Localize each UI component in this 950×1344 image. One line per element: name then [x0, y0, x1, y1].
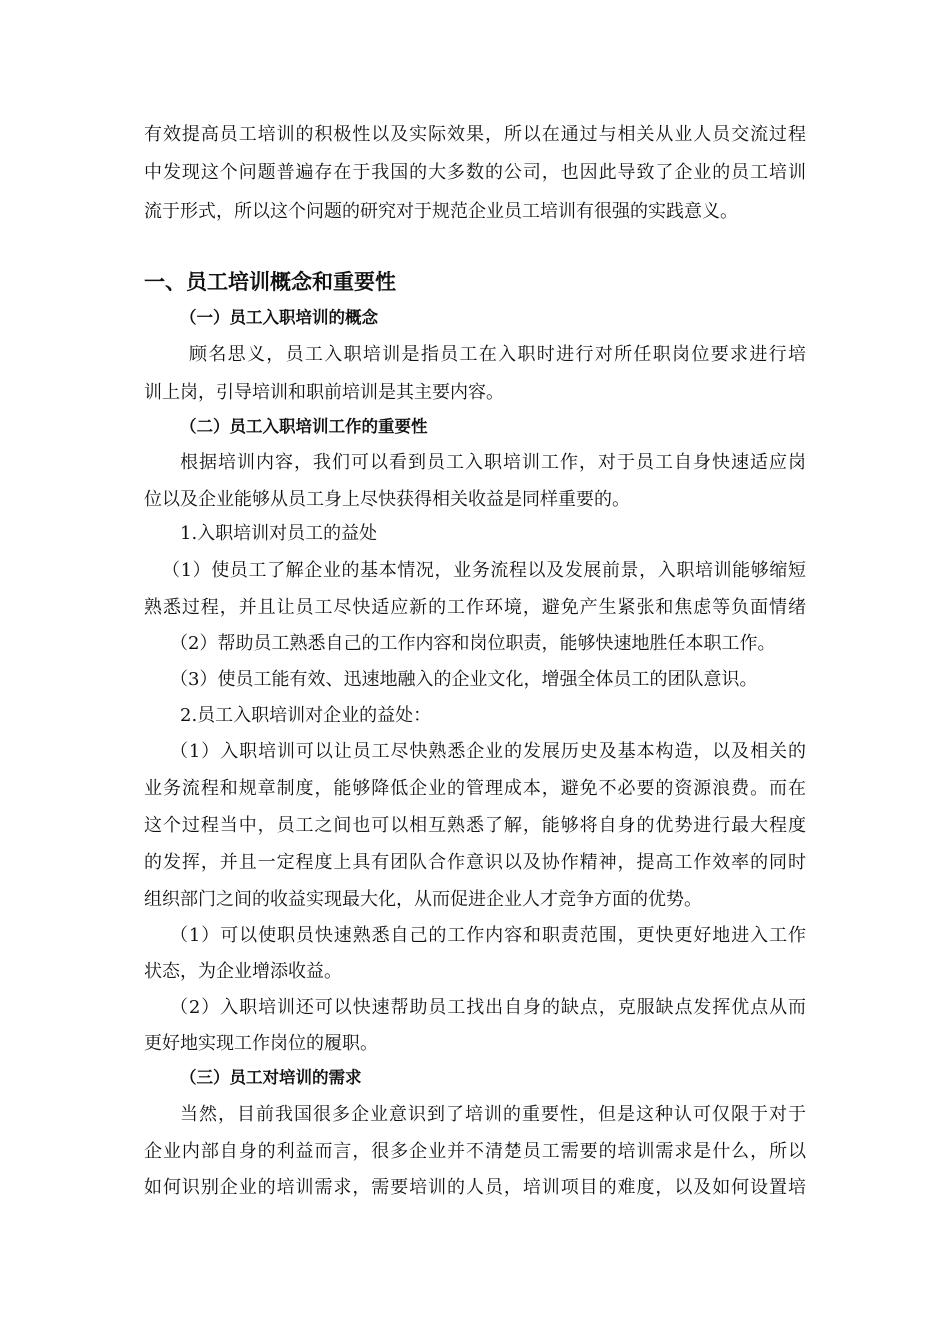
- list-heading: 2.员工入职培训对企业的益处：: [180, 705, 432, 726]
- list-item: 组织部门之间的收益实现最大化，从而促进企业人才竞争方面的优势。: [144, 889, 702, 910]
- paragraph-line: 训上岗，引导培训和职前培训是其主要内容。: [144, 382, 504, 403]
- paragraph-line: 企业内部自身的利益而言，很多企业并不清楚员工需要的培训需求是什么，所以: [144, 1141, 806, 1162]
- subsection-heading: （一）员工入职培训的概念: [180, 308, 378, 327]
- paragraph-line: 如何识别企业的培训需求，需要培训的人员，培训项目的难度，以及如何设置培: [144, 1177, 806, 1198]
- section-heading: 一、员工培训概念和重要性: [144, 270, 396, 294]
- list-item: （2）帮助员工熟悉自己的工作内容和岗位职责，能够快速地胜任本职工作。: [170, 633, 776, 654]
- paragraph-line: 顾名思义，员工入职培训是指员工在入职时进行对所任职岗位要求进行培: [189, 344, 806, 365]
- list-item: （2）入职培训还可以快速帮助员工找出自身的缺点，克服缺点发挥优点从而: [170, 997, 806, 1018]
- paragraph-line: 根据培训内容，我们可以看到员工入职培训工作，对于员工自身快速适应岗: [180, 452, 806, 473]
- list-item: （1）使员工了解企业的基本情况，业务流程以及发展前景，入职培训能够缩短: [162, 560, 806, 581]
- list-item: 熟悉过程，并且让员工尽快适应新的工作环境，避免产生紧张和焦虑等负面情绪: [144, 597, 806, 618]
- list-heading: 1.入职培训对员工的益处: [180, 523, 378, 544]
- paragraph-line: 位以及企业能够从员工身上尽快获得相关收益是同样重要的。: [144, 489, 630, 510]
- intro-line: 中发现这个问题普遍存在于我国的大多数的公司，也因此导致了企业的员工培训: [144, 162, 806, 183]
- intro-line: 流于形式，所以这个问题的研究对于规范企业员工培训有很强的实践意义。: [144, 201, 738, 222]
- list-item: 状态，为企业增添收益。: [144, 961, 342, 982]
- intro-line: 有效提高员工培训的积极性以及实际效果，所以在通过与相关从业人员交流过程: [144, 124, 806, 145]
- list-item: （1）可以使职员快速熟悉自己的工作内容和职责范围，更快更好地进入工作: [170, 925, 806, 946]
- list-item: 这个过程当中，员工之间也可以相互熟悉了解，能够将自身的优势进行最大程度: [144, 815, 806, 836]
- list-item: 业务流程和规章制度，能够降低企业的管理成本，避免不必要的资源浪费。而在: [144, 778, 806, 799]
- paragraph-line: 当然，目前我国很多企业意识到了培训的重要性，但是这种认可仅限于对于: [180, 1104, 806, 1125]
- list-item: 更好地实现工作岗位的履职。: [144, 1033, 378, 1054]
- subsection-heading: （三）员工对培训的需求: [180, 1068, 362, 1087]
- list-item: （3）使员工能有效、迅速地融入的企业文化，增强全体员工的团队意识。: [170, 669, 758, 690]
- subsection-heading: （二）员工入职培训工作的重要性: [180, 417, 428, 436]
- list-item: （1）入职培训可以让员工尽快熟悉企业的发展历史及基本构造，以及相关的: [170, 741, 806, 762]
- list-item: 的发挥，并且一定程度上具有团队合作意识以及协作精神，提高工作效率的同时: [144, 852, 806, 873]
